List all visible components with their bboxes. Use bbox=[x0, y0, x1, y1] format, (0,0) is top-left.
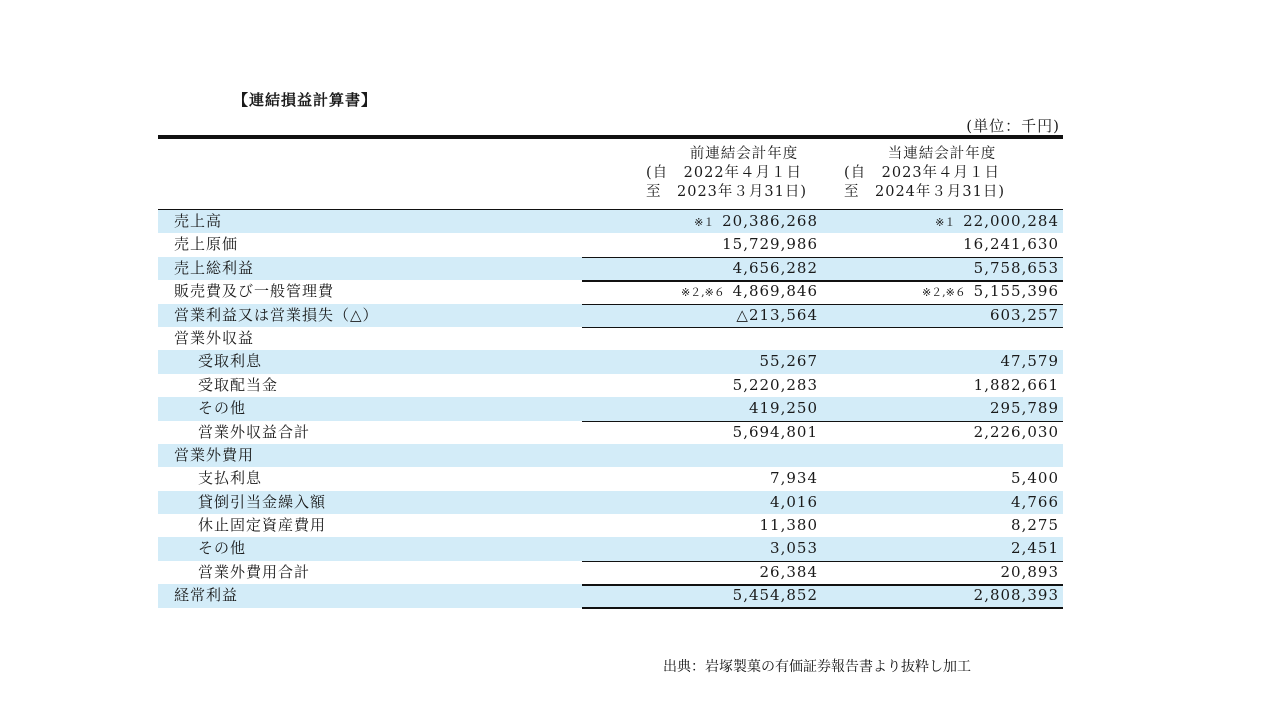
value-current: 2,451 bbox=[1011, 539, 1059, 558]
footnote-ref: ※１ bbox=[694, 216, 715, 229]
value-current: 8,275 bbox=[1011, 516, 1059, 535]
value-previous: 55,267 bbox=[759, 352, 818, 371]
value-current: 5,400 bbox=[1011, 469, 1059, 488]
value-previous: 26,384 bbox=[759, 562, 818, 581]
row-label: 営業利益又は営業損失（△） bbox=[174, 305, 379, 324]
row-label: 売上高 bbox=[174, 212, 223, 230]
value-previous: 3,053 bbox=[770, 539, 818, 558]
row-label: 受取配当金 bbox=[198, 375, 279, 394]
table-row bbox=[158, 374, 1063, 397]
footnote-ref: ※２,※６ bbox=[680, 286, 725, 300]
table-row bbox=[158, 350, 1063, 373]
column-header-current-year bbox=[822, 145, 1062, 202]
value-current: 5,758,653 bbox=[973, 258, 1059, 277]
row-label: 営業外収益 bbox=[174, 328, 255, 347]
value-previous: ※１ 20,386,268 bbox=[694, 212, 818, 230]
column-period-to: 至 2024年３月31日) bbox=[844, 184, 1006, 200]
value-current: 4,766 bbox=[1011, 492, 1059, 511]
table-row bbox=[158, 421, 1063, 444]
table-row bbox=[158, 491, 1063, 514]
table-row bbox=[158, 233, 1063, 256]
value-current: 16,241,630 bbox=[963, 235, 1059, 254]
value-current: ※２,※６ 5,155,396 bbox=[921, 282, 1059, 301]
table-row bbox=[158, 514, 1063, 537]
row-label: 支払利息 bbox=[198, 469, 263, 488]
statement-table bbox=[158, 210, 1063, 608]
table-row bbox=[158, 467, 1063, 490]
value-current: 2,226,030 bbox=[973, 422, 1059, 441]
table-row bbox=[158, 397, 1063, 420]
row-label: 営業外収益合計 bbox=[198, 422, 311, 441]
statement-title: 【連結損益計算書】 bbox=[233, 91, 378, 109]
source-caption: 出典：岩塚製菓の有価証券報告書より抜粋し加工 bbox=[663, 659, 971, 675]
column-title: 前連結会計年度 bbox=[689, 146, 799, 162]
row-label: 受取利息 bbox=[198, 352, 263, 371]
value-previous: 7,934 bbox=[770, 469, 818, 488]
value-previous: ※２,※６ 4,869,846 bbox=[680, 282, 818, 301]
footnote-ref: ※１ bbox=[935, 216, 956, 229]
value-previous: 15,729,986 bbox=[722, 235, 818, 254]
row-label: 経常利益 bbox=[174, 586, 239, 605]
table-row bbox=[158, 210, 1063, 233]
row-label: 貸倒引当金繰入額 bbox=[198, 492, 327, 511]
value-previous: 419,250 bbox=[748, 399, 818, 418]
row-label: 営業外費用 bbox=[174, 445, 255, 464]
column-period-from: (自 2023年４月１日 bbox=[844, 165, 1001, 181]
row-label: その他 bbox=[198, 539, 247, 558]
table-row bbox=[158, 304, 1063, 327]
value-current: 47,579 bbox=[1000, 352, 1059, 371]
column-period-to: 至 2023年３月31日) bbox=[646, 184, 808, 200]
value-previous: 5,220,283 bbox=[732, 375, 818, 394]
row-label: 販売費及び一般管理費 bbox=[174, 282, 335, 301]
value-previous: △213,564 bbox=[736, 305, 818, 324]
table-row bbox=[158, 584, 1063, 607]
value-current: 603,257 bbox=[989, 305, 1059, 324]
table-row bbox=[158, 537, 1063, 560]
value-current: 295,789 bbox=[989, 399, 1059, 418]
row-label: 営業外費用合計 bbox=[198, 562, 311, 581]
footnote-ref: ※２,※６ bbox=[921, 286, 966, 300]
column-period-from: (自 2022年４月１日 bbox=[646, 165, 803, 181]
row-label: その他 bbox=[198, 399, 247, 418]
value-current: ※１ 22,000,284 bbox=[935, 212, 1059, 230]
value-previous: 11,380 bbox=[759, 516, 818, 535]
row-label: 休止固定資産費用 bbox=[198, 516, 327, 535]
value-current: 20,893 bbox=[1000, 562, 1059, 581]
table-row bbox=[158, 257, 1063, 280]
table-row bbox=[158, 280, 1063, 303]
row-label: 売上原価 bbox=[174, 235, 239, 254]
value-previous: 4,656,282 bbox=[732, 258, 818, 277]
table-row-section bbox=[158, 444, 1063, 467]
row-label: 売上総利益 bbox=[174, 258, 255, 277]
value-current: 2,808,393 bbox=[973, 586, 1059, 605]
table-row-section bbox=[158, 327, 1063, 350]
table-header bbox=[158, 139, 1063, 210]
unit-label: (単位：千円) bbox=[966, 117, 1060, 135]
value-previous: 5,694,801 bbox=[732, 422, 818, 441]
value-current: 1,882,661 bbox=[973, 375, 1059, 394]
value-previous: 4,016 bbox=[770, 492, 818, 511]
column-title: 当連結会計年度 bbox=[887, 146, 997, 162]
table-row bbox=[158, 561, 1063, 584]
value-previous: 5,454,852 bbox=[732, 586, 818, 605]
